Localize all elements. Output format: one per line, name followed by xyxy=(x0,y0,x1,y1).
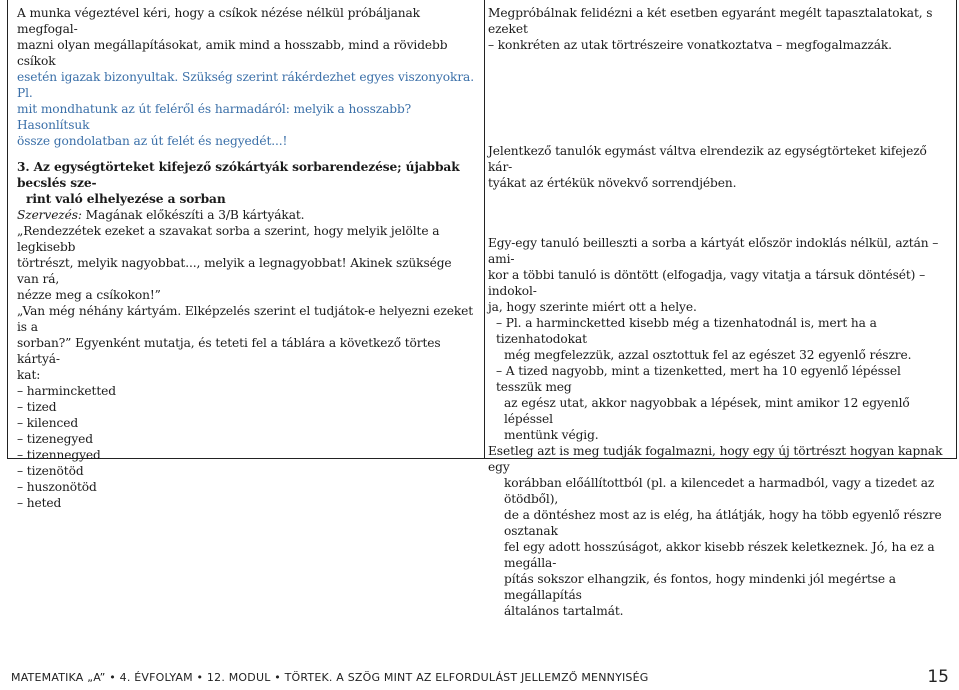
example-line: – A tized nagyobb, mint a tizenketted, mert ha 10 egyenlő lépéssel tesszük meg xyxy=(496,364,901,394)
body-line: kat: xyxy=(17,368,41,382)
block-line: tyákat az értékük növekvő sorrendjében. xyxy=(488,176,737,190)
example-line: az egész utat, akkor nagyobbak a lépések, mint amikor 12 egyenlő lépéssel xyxy=(504,396,910,426)
closing-line: de a döntéshez most az is elég, ha átlátják, hogy ha több egyenlő részre osztanak xyxy=(504,508,942,538)
section-heading: 3. Az egységtörteket kifejező szókártyák sorbarendezése; újabbak becslés sze- xyxy=(17,160,460,190)
card-item: – tizenötöd xyxy=(17,464,84,478)
intro-line: esetén igazak bizonyultak. Szükség szerint rákérdezhet egyes viszonyokra. Pl. xyxy=(17,70,474,100)
card-item: – kilenced xyxy=(17,416,79,430)
section-3 xyxy=(17,159,475,511)
card-item: – huszonötöd xyxy=(17,480,97,494)
student-block-2 xyxy=(488,143,950,191)
student-block-3 xyxy=(488,235,950,619)
block-line: ja, hogy szerinte miért ott a helye. xyxy=(488,300,697,314)
block-line: Jelentkező tanulók egymást váltva elrendezik az egységtörteket kifejező kár- xyxy=(488,144,927,174)
card-item: – heted xyxy=(17,496,62,510)
organization-line xyxy=(17,207,475,223)
teacher-column xyxy=(17,5,475,511)
closing-line: Esetleg azt is meg tudják fogalmazni, hogy egy új törtrészt hogyan kapnak egy xyxy=(488,444,943,474)
page-number: 15 xyxy=(927,667,949,687)
body-line: nézze meg a csíkokon!” xyxy=(17,288,161,302)
body-line: „Van még néhány kártyám. Elképzelés szerint el tudjátok-e helyezni ezeket is a xyxy=(17,304,474,334)
organization-label: Szervezés: xyxy=(17,208,82,222)
intro-line: mit mondhatunk az út feléről és harmadáról: melyik a hosszabb? Hasonlítsuk xyxy=(17,102,412,132)
block-line: Egy-egy tanuló beilleszti a sorba a kártyát először indoklás nélkül, aztán – ami- xyxy=(488,236,939,266)
card-item: – tizennegyed xyxy=(17,448,101,462)
intro-line: össze gondolatban az út felét és negyedét...! xyxy=(17,134,288,148)
body-line: „Rendezzétek ezeket a szavakat sorba a szerint, hogy melyik jelölte a legkisebb xyxy=(17,224,440,254)
lesson-table xyxy=(7,0,957,618)
page-footer xyxy=(0,665,959,690)
card-item: – harmincketted xyxy=(17,384,116,398)
organization-text: Magának előkészíti a 3/B kártyákat. xyxy=(81,208,305,222)
footer-running-title: MATEMATIKA „A” • 4. ÉVFOLYAM • 12. MODUL • TÖRTEK. A SZÖG MINT AZ ELFORDULÁST JELLEMZŐ MENNYISÉG xyxy=(11,671,649,684)
card-list xyxy=(17,383,475,511)
closing-line: fel egy adott hosszúságot, akkor kisebb részek keletkeznek. Jó, ha ez a megálla- xyxy=(504,540,935,570)
closing-line: pítás sokszor elhangzik, és fontos, hogy mindenki jól megértse a megállapítás xyxy=(504,572,896,602)
block-line: Megpróbálnak felidézni a két esetben egyaránt megélt tapasztalatokat, s ezeket xyxy=(488,6,933,36)
closing-line: általános tartalmát. xyxy=(504,604,624,618)
closing-line: korábban előállítottból (pl. a kilencedet a harmadból, vagy a tizedet az ötödből), xyxy=(504,476,935,506)
example-line: – Pl. a harmincketted kisebb még a tizenhatodnál is, mert ha a tizenhatodokat xyxy=(496,316,877,346)
example-line: még megfelezzük, azzal osztottuk fel az egészet 32 egyenlő részre. xyxy=(504,348,912,362)
example-line: mentünk végig. xyxy=(504,428,599,442)
body-line: törtrészt, melyik nagyobbat..., melyik a legnagyobbat! Akinek szüksége van rá, xyxy=(17,256,452,286)
student-block-1 xyxy=(488,5,950,53)
intro-paragraph xyxy=(17,5,475,149)
body-line: sorban?” Egyenként mutatja, és teteti fel a táblára a következő törtes kártyá- xyxy=(17,336,441,366)
intro-line: mazni olyan megállapításokat, amik mind a hosszabb, mind a rövidebb csíkok xyxy=(17,38,448,68)
card-item: – tizenegyed xyxy=(17,432,93,446)
column-divider xyxy=(484,0,485,458)
card-item: – tized xyxy=(17,400,57,414)
intro-line: A munka végeztével kéri, hogy a csíkok nézése nélkül próbáljanak megfogal- xyxy=(17,6,420,36)
section-heading-cont: rint való elhelyezése a sorban xyxy=(26,192,226,206)
block-line: – konkréten az utak törtrészeire vonatkoztatva – megfogalmazzák. xyxy=(488,38,892,52)
block-line: kor a többi tanuló is döntött (elfogadja, vagy vitatja a társuk döntését) – indokol- xyxy=(488,268,926,298)
